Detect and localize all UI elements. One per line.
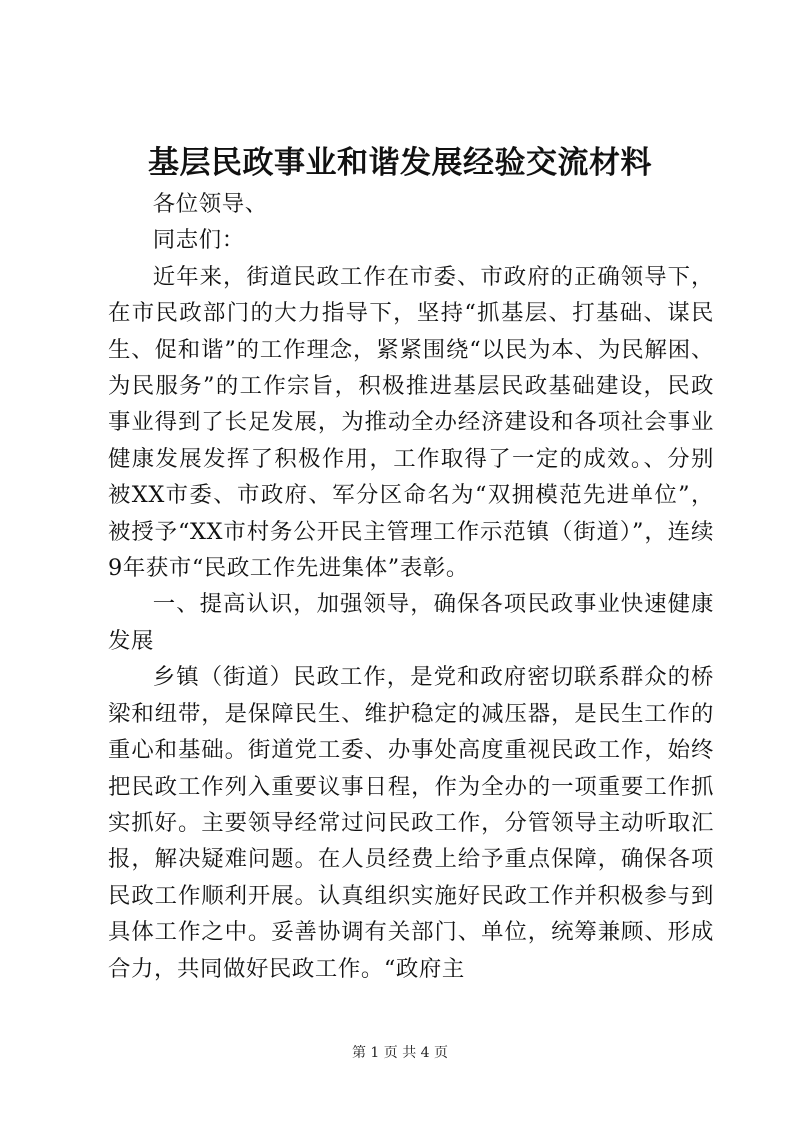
- document-title: 基层民政事业和谐发展经验交流材料: [148, 145, 652, 181]
- paragraph-intro: 近年来，街道民政工作在市委、市政府的正确领导下，在市民政部门的大力指导下，坚持“抓基层、打基础、谋民生、促和谐”的工作理念，紧紧围绕“以民为本、为民解困、为民服务”的工作宗旨，积极推进基层民政基础建设，民政事业得到了长足发展，为推动全办经济建设和各项社会事业健康发展发挥了积极作用，工作取得了一定的成效。、分别被XX市委、市政府、军分区命名为“双拥模范先进单位”，被授予“XX市村务公开民主管理工作示范镇（街道）”，连续9年获市“民政工作先进集体”表彰。: [108, 263, 714, 582]
- salutation-comrades: 同志们：: [152, 227, 245, 254]
- salutation-leaders: 各位领导、: [152, 191, 268, 217]
- paragraph-section-1: 乡镇（街道）民政工作，是党和政府密切联系群众的桥梁和纽带，是保障民生、维护稳定的减压器，是民生工作的重心和基础。街道党工委、办事处高度重视民政工作，始终把民政工作列入重要议事日程，作为全办的一项重要工作抓实抓好。主要领导经常过问民政工作，分管领导主动听取汇报，解决疑难问题。在人员经费上给予重点保障，确保各项民政工作顺利开展。认真组织实施好民政工作并积极参与到具体工作之中。妥善协调有关部门、单位，统筹兼顾、形成合力，共同做好民政工作。“政府主: [108, 664, 714, 982]
- document-body: [108, 186, 714, 987]
- page-footer: 第 1 页 共 4 页: [351, 1045, 449, 1061]
- section-heading-1: 一、提高认识，加强领导，确保各项民政事业快速健康发展: [108, 591, 714, 654]
